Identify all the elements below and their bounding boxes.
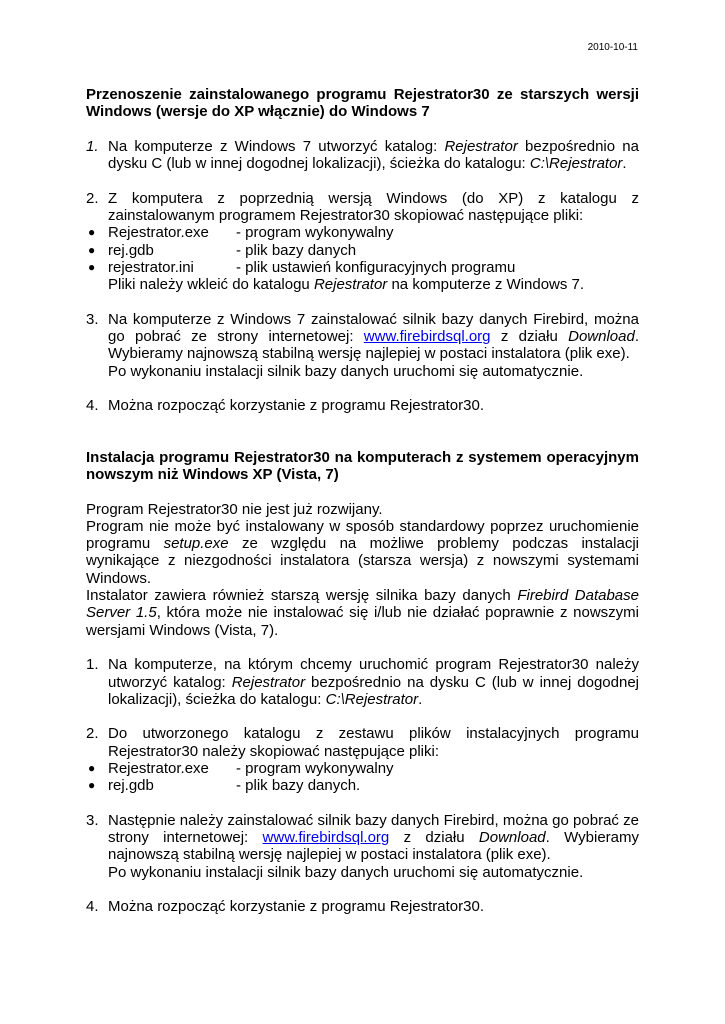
section1-step3: 3. Na komputerze z Windows 7 zainstalować silnik bazy danych Firebird, można go pobrać ze strony internetowej: www.firebirdsql.org z działu Download. Wybieramy najnowszą stabilną wersję najlepiej w postaci instalatora (plik exe). Po wykonaniu instalacji silnik bazy danych uruchomi się automatycznie. [86, 310, 639, 380]
section2-step1: 1. Na komputerze, na którym chcemy uruchomić program Rejestrator30 należy utworzyć katalog: Rejestrator bezpośrednio na dysku C (lub w innej dogodnej lokalizacji), ścieżka do katalogu: C:\Rejestrator. [86, 656, 639, 708]
step-number: 3. [86, 310, 99, 328]
step-number: 1. [86, 656, 99, 674]
section1-step2: 2. Z komputera z poprzednią wersją Windows (do XP) z katalogu z zainstalowanym programem Rejestrator30 skopiować następujące pliki: [86, 189, 639, 225]
file-list-item: ● Rejestrator.exe - program wykonywalny [88, 224, 394, 242]
step-number: 2. [86, 189, 99, 207]
section2-intro: Program Rejestrator30 nie jest już rozwijany. Program nie może być instalowany w sposób standardowy poprzez uruchomienie programu setup.exe ze względu na możliwe problemy podczas instalacji wynikające z niezgodności instalatora (starsza wersja) z nowszymi systemami Windows. Instalator zawiera również starszą wersję silnika bazy danych Firebird Database Server 1.5, która może nie instalować się i/lub nie działać poprawnie z nowszymi wersjami Windows (Vista, 7). [86, 500, 639, 639]
section2-title: Instalacja programu Rejestrator30 na komputerach z systemem operacyjnym nowszym niż Windows XP (Vista, 7) [86, 448, 639, 483]
step-number: 4. [86, 898, 99, 916]
document-content [86, 86, 639, 916]
step-number: 4. [86, 397, 99, 415]
file-list-item: ● rej.gdb - plik bazy danych. [88, 777, 361, 795]
bullet-icon: ● [88, 259, 96, 274]
section1-step1: 1. Na komputerze z Windows 7 utworzyć katalog: Rejestrator bezpośrednio na dysku C (lub w innej dogodnej lokalizacji), ścieżka do katalogu: C:\Rejestrator. [86, 137, 639, 173]
section1-title: Przenoszenie zainstalowanego programu Rejestrator30 ze starszych wersji Windows (wersje do XP włącznie) do Windows 7 [86, 86, 639, 121]
bullet-icon: ● [88, 242, 96, 257]
firebird-link[interactable]: www.firebirdsql.org [363, 328, 491, 346]
bullet-icon: ● [88, 225, 96, 240]
bullet-icon: ● [88, 778, 96, 793]
step-number: 3. [86, 811, 99, 829]
section1-step4: 4. Można rozpocząć korzystanie z programu Rejestrator30. [86, 397, 484, 415]
bullet-icon: ● [88, 760, 96, 775]
section2-step2: 2. Do utworzonego katalogu z zestawu plików instalacyjnych programu Rejestrator30 należy skopiować następujące pliki: [86, 725, 639, 760]
firebird-link[interactable]: www.firebirdsql.org [262, 829, 390, 847]
section1-step2-after: Pliki należy wkleić do katalogu Rejestrator na komputerze z Windows 7. [108, 276, 585, 294]
section2-step4: 4. Można rozpocząć korzystanie z programu Rejestrator30. [86, 898, 484, 916]
file-list-item: ● rej.gdb - plik bazy danych [88, 241, 357, 259]
file-list-item: ● rejestrator.ini - plik ustawień konfiguracyjnych programu [88, 258, 516, 276]
file-list-item: ● Rejestrator.exe - program wykonywalny [88, 759, 394, 777]
step-number: 2. [86, 725, 99, 743]
document-date: 2010-10-11 [587, 42, 638, 53]
section2-step3: 3. Następnie należy zainstalować silnik bazy danych Firebird, można go pobrać ze strony internetowej: www.firebirdsql.org z działu Download. Wybieramy najnowszą stabilną wersję najlepiej w postaci instalatora (plik exe). Po wykonaniu instalacji silnik bazy danych uruchomi się automatycznie. [86, 811, 640, 881]
step-number: 1. [86, 137, 99, 155]
